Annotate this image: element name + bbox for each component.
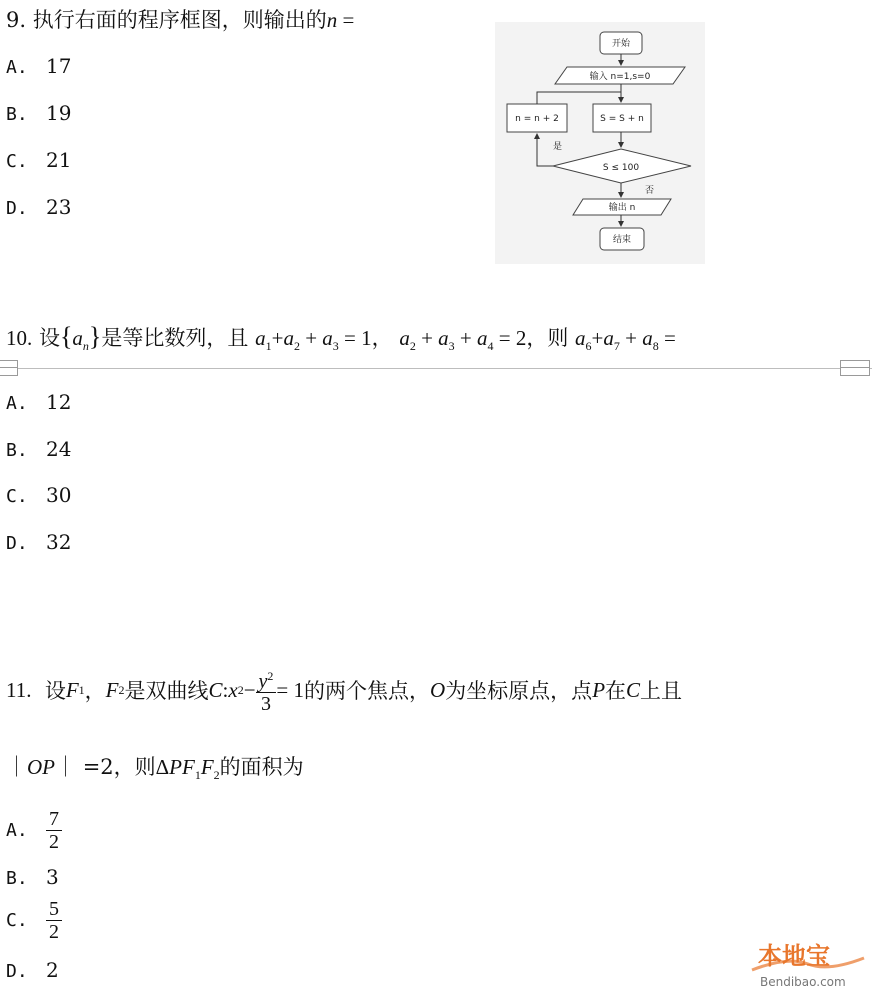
q11-text-5: 上且 [640,679,683,703]
svg-text:输入 n=1,s=0: 输入 n=1,s=0 [589,72,651,82]
option-label: A. [6,57,28,78]
q11-text-3: 为坐标原点，点 [445,679,593,703]
q11-stem-line1: 11. 设 F 1 ， F 2 是双曲线 C : x 2 − $\frac{y^2}{3}$ = 1 的两个焦点， O 为坐标原点，点 P 在 C 上且 [6,660,682,720]
bendibao-watermark-logo [748,934,870,992]
option-fraction: $\frac{5}{2}$ [46,898,62,943]
q11-text-6: =2，则 [82,755,156,779]
option-label: B. [6,868,28,889]
q9-option-a[interactable] [6,54,71,78]
q10-stem: 10. 设$\{a_n\}$是等比数列，且 $a_1+a_2 + a_3 = 1$， $a_2 + a_3 + a_4 = 2$，则 $a_6+a_7 + a_8$ = [6,322,676,354]
flowchart-input-node [555,67,685,84]
flowchart-no-label: 否 [645,186,655,196]
option-label: D. [6,198,28,219]
q10-option-b[interactable] [6,437,71,461]
page-break-marker-right [840,360,870,376]
q10-then-text: ，则 [526,326,569,350]
option-label: A. [6,820,28,841]
flowchart-increment-node [507,104,567,132]
svg-text:结束: 结束 [612,235,632,245]
svg-text:S ≤ 100: S ≤ 100 [602,163,640,173]
q11-option-d[interactable] [6,958,59,982]
svg-text:S = S + n: S = S + n [600,114,644,124]
q9-stem-text: 9. 执行右面的程序框图，则输出的 [6,8,327,32]
svg-text:开始: 开始 [611,39,631,49]
option-value: 17 [46,54,72,78]
q11-option-c[interactable] [6,898,62,943]
option-label: C. [6,486,28,507]
watermark-url: Bendibao.com [760,975,846,989]
page-break-line [0,368,872,369]
option-label: B. [6,440,28,461]
q10-option-c[interactable] [6,483,71,507]
q11-stem-line2: ｜OP｜ =2，则$\Delta PF_1F_2$的面积为 [6,755,304,783]
option-value: 12 [46,390,72,414]
q9-stem-eq: = [337,8,355,32]
flowchart-sum-node [593,104,651,132]
q10-option-d[interactable] [6,530,71,554]
option-value: 2 [46,958,59,982]
q9-option-d[interactable] [6,195,71,219]
q10-option-a[interactable] [6,390,71,414]
q11-text-7: 的面积为 [219,755,304,779]
q11-option-a[interactable] [6,808,62,853]
q9-stem-var: n [326,8,338,32]
q11-hyperbola-fraction: $\frac{y^2}{3}$ [256,665,277,716]
option-value: 3 [46,865,59,889]
watermark-name: 本地宝 [758,942,830,970]
flowchart-yes-label: 是 [553,142,563,152]
option-label: C. [6,151,28,172]
option-value: 24 [46,437,72,461]
option-value: 32 [46,530,72,554]
q10-condition-text: 是等比数列，且 [101,326,249,350]
q10-set-word: 设 [38,326,60,350]
q11-number: 11. [6,677,32,702]
q11-text-2: 的两个焦点， [304,679,431,703]
flowchart-end-node [600,228,644,250]
q9-flowchart [495,22,705,264]
option-fraction: $\frac{7}{2}$ [46,808,62,853]
option-value: 21 [46,148,72,172]
option-label: B. [6,104,28,125]
option-label: D. [6,961,28,982]
svg-text:输出 n: 输出 n [608,203,636,213]
q10-eq2-rhs: 2 [515,326,527,350]
q11-text-1: 是双曲线 [124,679,209,703]
q11-set-word: 设 [44,679,66,703]
q10-eq1-rhs: 1 [361,326,372,350]
q11-option-b[interactable] [6,865,59,889]
option-value: 30 [46,483,72,507]
page-break-marker-left [0,360,18,376]
option-label: A. [6,393,28,414]
option-value: 19 [46,101,72,125]
option-value: 23 [46,195,72,219]
q10-number: 10. [6,326,33,350]
option-label: D. [6,533,28,554]
q9-option-c[interactable] [6,148,71,172]
flowchart-output-node [573,199,671,215]
flowchart-start-node [600,32,642,54]
q11-text-4: 在 [605,679,627,703]
svg-text:n = n + 2: n = n + 2 [515,114,559,124]
q9-option-b[interactable] [6,101,71,125]
option-label: C. [6,910,28,931]
q9-stem [6,4,354,34]
